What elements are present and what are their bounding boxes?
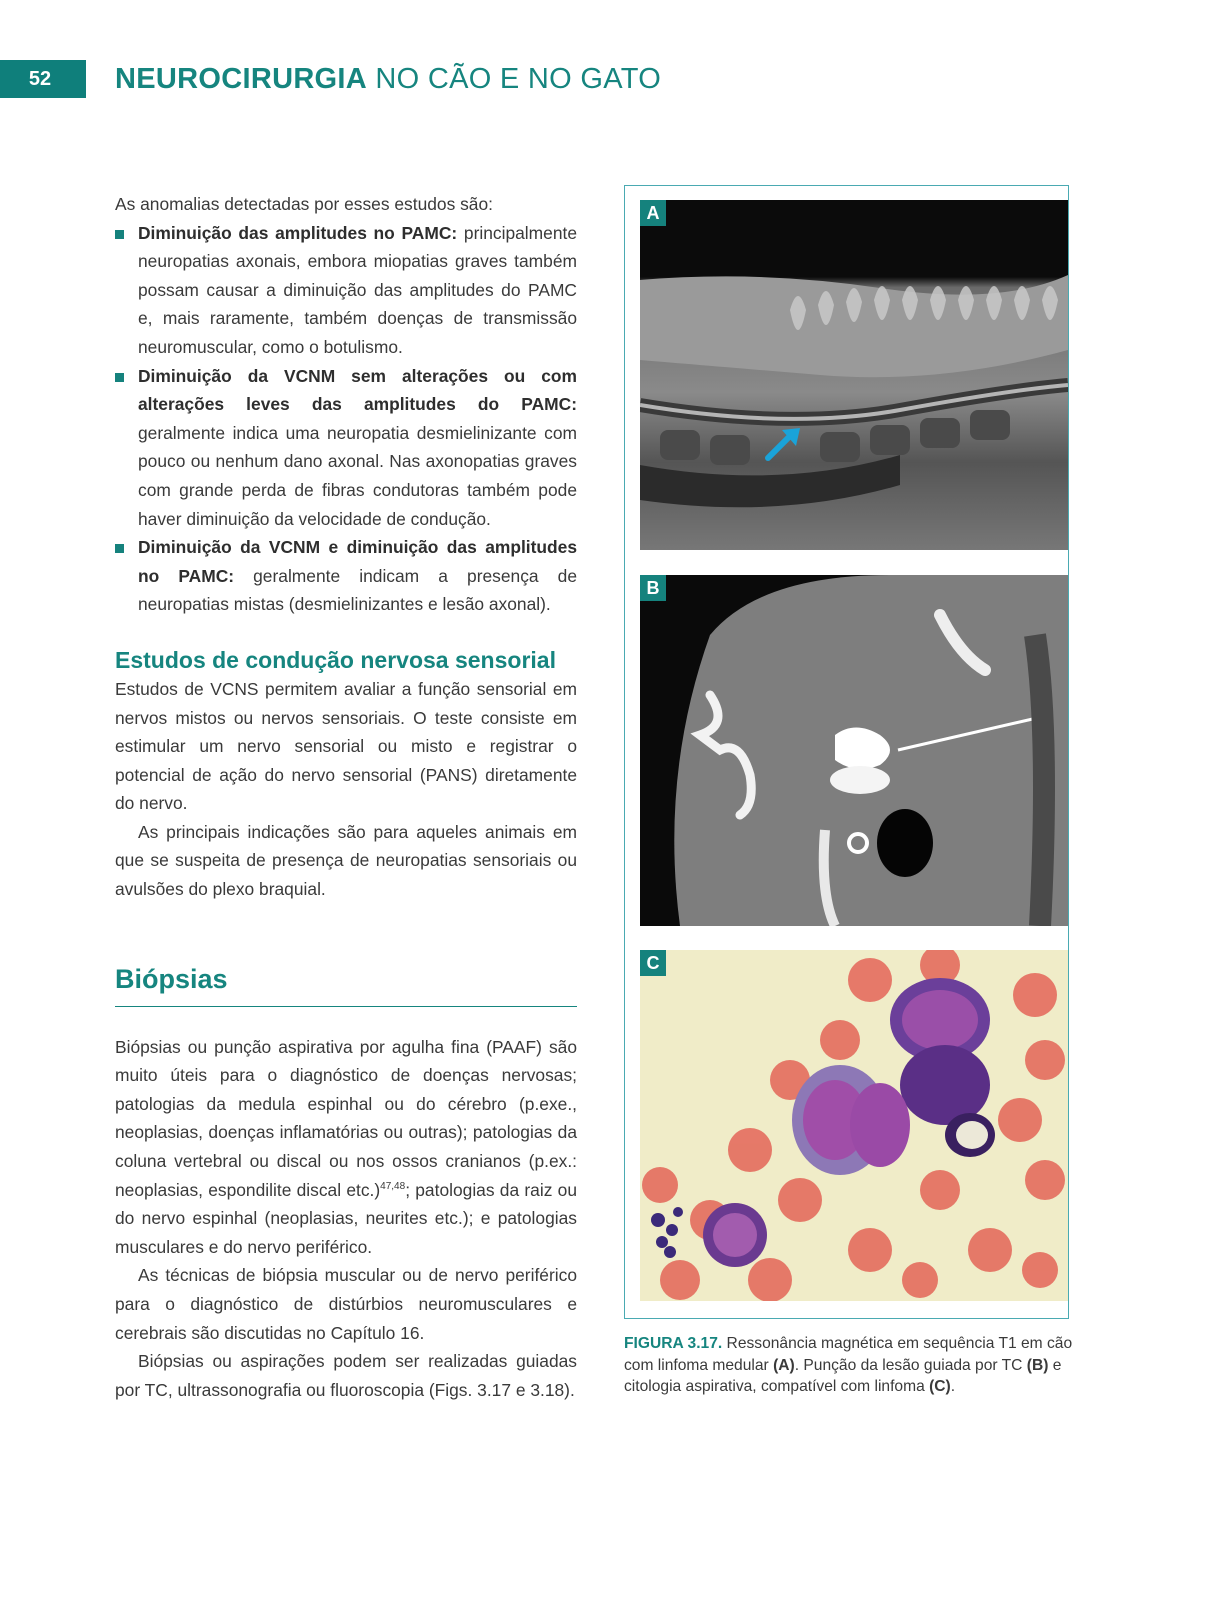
caption-ref-a: (A) xyxy=(773,1356,795,1374)
citation-superscript: 47,48 xyxy=(380,1180,406,1192)
list-item-text: geralmente indica uma neuropatia desmielinizante com pouco ou nenhum dano axonal. Nas axonopatias graves com grande perda de fibras condutoras também pode haver diminuição da velocidade de condução. xyxy=(138,422,577,529)
caption-text-4: . xyxy=(950,1378,956,1395)
figure-panel-a xyxy=(640,200,1068,550)
list-item xyxy=(115,533,577,619)
sensory-paragraph-2: As principais indicações são para aqueles animais em que se suspeita de presença de neuropatias sensoriais ou avulsões do plexo braquial. xyxy=(115,821,577,900)
caption-ref-c: (C) xyxy=(929,1378,951,1395)
caption-ref-b: (B) xyxy=(1026,1356,1049,1374)
subheading-sensory: Estudos de condução nervosa sensorial xyxy=(115,646,556,673)
figure-caption-label: FIGURA 3.17. xyxy=(624,1335,723,1352)
findings-list xyxy=(115,219,577,619)
biopsy-paragraph-3: Biópsias ou aspirações podem ser realizadas guiadas por TC, ultrassonografia ou fluoroscopia (Figs. 3.17 e 3.18). xyxy=(115,1351,577,1400)
list-item xyxy=(115,362,577,534)
running-head xyxy=(115,60,661,98)
panel-label-a: A xyxy=(640,200,666,226)
mri-image xyxy=(640,200,1068,550)
list-item-term: Diminuição da VCNM sem alterações ou com alterações leves das amplitudes do PAMC: xyxy=(138,365,577,415)
list-item-term: Diminuição das amplitudes no PAMC: xyxy=(138,222,458,243)
biopsy-p1-text-a: Biópsias ou punção aspirativa por agulha fina (PAAF) são muito úteis para o diagnóstico de doenças nervosas; patologias da medula espinhal ou do cérebro (p.exe., neoplasias, doenças inflamatórias ou outras); patologias da coluna vertebral ou discal ou nos ossos cranianos (p.ex.: neoplasias, espondilite discal etc.) xyxy=(115,1036,577,1200)
figure-caption xyxy=(624,1333,1094,1398)
ct-image xyxy=(640,575,1068,926)
list-item-term: Diminuição da VCNM e diminuição das amplitudes no PAMC: xyxy=(138,537,577,586)
biopsy-p1-text-b: ; patologias da raiz ou do nervo espinhal (neoplasias, neurites etc.); e patologias musculares e do nervo periférico. xyxy=(115,1179,577,1257)
figure-panel-b xyxy=(640,575,1068,926)
panel-label-c: C xyxy=(640,950,666,976)
main-text-column xyxy=(115,190,577,1404)
cytology-image xyxy=(640,950,1068,1301)
caption-text-3: e citologia aspirativa, compatível com linfoma xyxy=(624,1356,1062,1395)
list-item-text: principalmente neuropatias axonais, embora miopatias graves também possam causar a diminuição das amplitudes do PAMC e, mais raramente, também doenças de transmissão neuromuscular, como o botulismo. xyxy=(138,222,577,357)
page-number: 52 xyxy=(0,60,86,98)
figure-panel-c xyxy=(640,950,1068,1301)
list-item-text: geralmente indicam a presença de neuropatias mistas (desmielinizantes e lesão axonal). xyxy=(138,565,577,615)
biopsy-paragraph-2: As técnicas de biópsia muscular ou de nervo periférico para o diagnóstico de distúrbios neuromusculares e cerebrais são discutidas no Capítulo 16. xyxy=(115,1265,577,1343)
caption-text-2: . Punção da lesão guiada por TC xyxy=(794,1356,1027,1374)
sensory-paragraph-1: Estudos de VCNS permitem avaliar a função sensorial em nervos mistos ou nervos sensoriais. O teste consiste em estimular um nervo sensorial ou misto e registrar o potencial de ação do nervo sensorial (PANS) diretamente do nervo. xyxy=(115,678,577,814)
panel-label-b: B xyxy=(640,575,666,601)
caption-text-1: Ressonância magnética em sequência T1 em cão com linfoma medular xyxy=(624,1335,1073,1374)
biopsy-paragraph-1 xyxy=(115,1033,577,1262)
running-head-rest: NO CÃO E NO GATO xyxy=(367,63,662,95)
running-head-bold: NEUROCIRURGIA xyxy=(115,63,368,95)
intro-paragraph: As anomalias detectadas por esses estudos são: xyxy=(115,194,493,214)
section-heading-biopsias: Biópsias xyxy=(115,962,577,1007)
list-item xyxy=(115,219,577,362)
